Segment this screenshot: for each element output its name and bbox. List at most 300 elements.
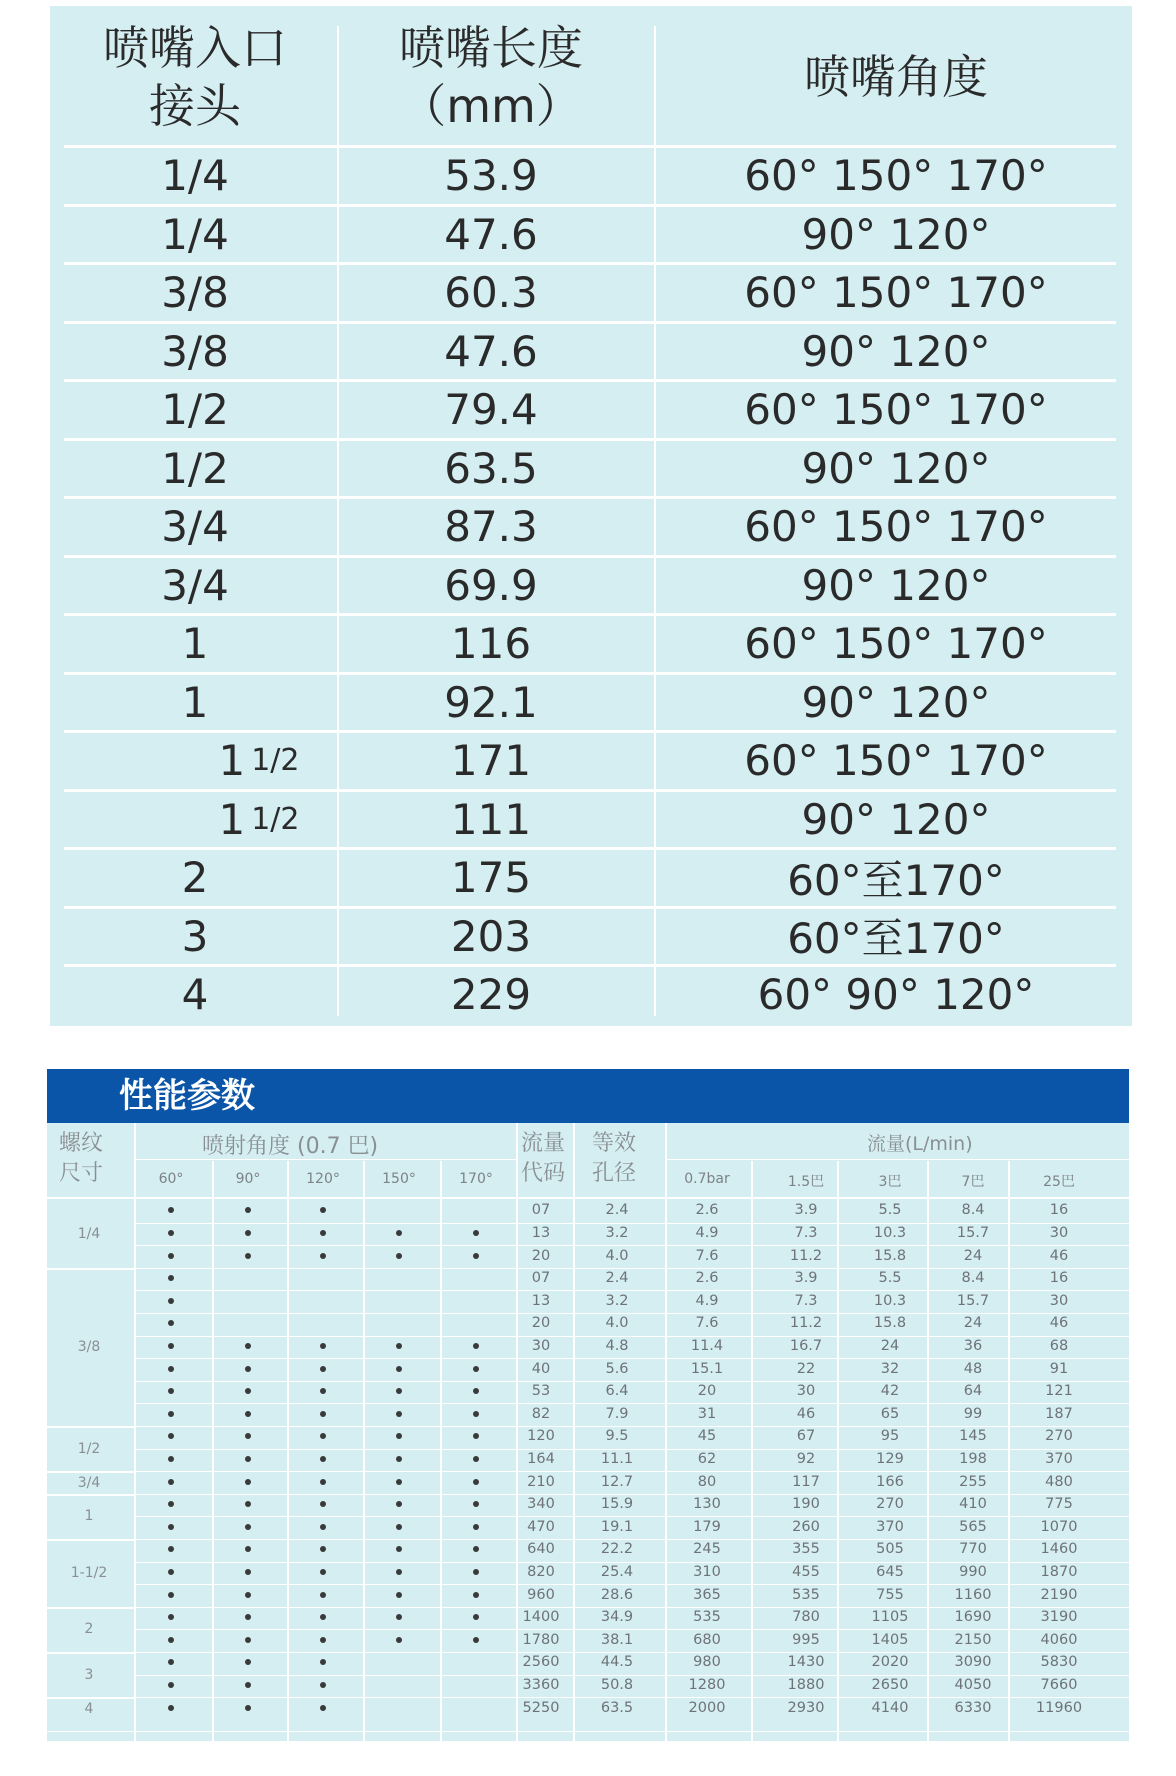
performance-table	[47, 1069, 1129, 1741]
flow-value-cell: 7.6	[695, 1247, 719, 1264]
flow-code-cell: 40	[531, 1360, 551, 1377]
flow-value-cell: 535	[693, 1609, 721, 1626]
flow-value-cell: 310	[693, 1563, 721, 1580]
flow-value-cell: 10.3	[873, 1292, 907, 1309]
angle-available-dot	[245, 1569, 251, 1575]
performance-title-bar	[47, 1069, 1129, 1123]
angle-available-dot	[245, 1524, 251, 1530]
angle-cell	[666, 324, 1126, 380]
angle-available-dot	[396, 1546, 402, 1552]
angle-cell	[666, 441, 1126, 497]
angle-cell-text: 90° 120°	[801, 560, 991, 610]
flow-value-cell: 30	[1049, 1224, 1069, 1241]
row-divider	[134, 1697, 1129, 1698]
flow-value-cell: 990	[959, 1563, 987, 1580]
inlet-cell	[62, 558, 328, 614]
flow-value-cell: 3.9	[794, 1202, 818, 1219]
flow-value-cell: 455	[792, 1563, 820, 1580]
inlet-cell	[62, 207, 328, 263]
flow-value-cell: 2190	[1040, 1586, 1078, 1603]
group-divider	[47, 1607, 134, 1609]
angle-available-dot	[168, 1637, 174, 1643]
angle-available-dot	[396, 1479, 402, 1485]
flow-value-cell: 1460	[1040, 1541, 1078, 1558]
table1-row	[50, 321, 1132, 380]
row-divider	[134, 1245, 1129, 1246]
column-divider	[665, 1123, 667, 1741]
orifice-cell: 2.4	[605, 1270, 629, 1287]
table1-row	[50, 438, 1132, 497]
length-cell	[332, 382, 650, 438]
orifice-cell: 63.5	[600, 1699, 634, 1716]
header-divider	[665, 1159, 1129, 1160]
inlet-cell-text: 3	[181, 911, 209, 961]
flow-value-cell: 1690	[954, 1609, 992, 1626]
angle-col-header: 90°	[235, 1171, 261, 1187]
header-inlet: 喷嘴入口 接头	[103, 21, 287, 133]
orifice-cell: 7.9	[605, 1405, 629, 1422]
flow-value-cell: 535	[792, 1586, 820, 1603]
angle-available-dot	[168, 1411, 174, 1417]
flow-value-cell: 10.3	[873, 1224, 907, 1241]
flow-value-cell: 980	[693, 1654, 721, 1671]
flow-value-cell: 67	[796, 1428, 816, 1445]
angle-available-dot	[396, 1411, 402, 1417]
angle-available-dot	[168, 1456, 174, 1462]
inlet-cell-text: 3/4	[161, 502, 229, 552]
length-cell-text: 60.3	[444, 268, 538, 318]
column-divider	[837, 1161, 839, 1741]
flow-value-cell: 45	[697, 1428, 717, 1445]
angle-cell-text: 60° 150° 170°	[744, 385, 1048, 435]
flow-value-cell: 4.9	[695, 1292, 719, 1309]
column-divider	[363, 1161, 365, 1741]
angle-available-dot	[320, 1524, 326, 1530]
flow-value-cell: 16	[1049, 1270, 1069, 1287]
flow-value-cell: 121	[1045, 1383, 1073, 1400]
pressure-col-header: 0.7bar	[684, 1171, 730, 1187]
angle-cell-text: 60° 150° 170°	[744, 502, 1048, 552]
flow-value-cell: 365	[693, 1586, 721, 1603]
length-cell-text: 69.9	[444, 560, 538, 610]
angle-available-dot	[396, 1253, 402, 1259]
row-divider	[134, 1562, 1129, 1563]
angle-available-dot	[168, 1592, 174, 1598]
length-cell	[332, 850, 650, 906]
flow-value-cell: 7.3	[794, 1292, 818, 1309]
flow-value-cell: 22	[796, 1360, 816, 1377]
angle-cell	[666, 558, 1126, 614]
flow-value-cell: 2.6	[695, 1270, 719, 1287]
flow-value-cell: 1430	[787, 1654, 825, 1671]
flow-code-cell: 640	[527, 1541, 555, 1558]
flow-value-cell: 15.8	[873, 1247, 907, 1264]
table1-row	[50, 613, 1132, 672]
angle-cell	[666, 792, 1126, 848]
angle-available-dot	[473, 1433, 479, 1439]
table1-row	[50, 145, 1132, 204]
flow-value-cell: 16	[1049, 1202, 1069, 1219]
angle-available-dot	[168, 1524, 174, 1530]
angle-available-dot	[473, 1524, 479, 1530]
length-cell-text: 203	[450, 911, 532, 961]
inlet-cell	[62, 909, 328, 965]
orifice-cell: 5.6	[605, 1360, 629, 1377]
header-flow: 流量(L/min)	[867, 1133, 973, 1155]
angle-col-header: 60°	[158, 1171, 184, 1187]
inlet-cell	[62, 967, 328, 1023]
angle-available-dot	[396, 1230, 402, 1236]
angle-available-dot	[396, 1501, 402, 1507]
flow-value-cell: 130	[693, 1496, 721, 1513]
orifice-cell: 44.5	[600, 1654, 634, 1671]
flow-value-cell: 99	[963, 1405, 983, 1422]
flow-value-cell: 7.6	[695, 1315, 719, 1332]
angle-available-dot	[245, 1230, 251, 1236]
pressure-col-header: 7巴	[961, 1174, 985, 1190]
flow-value-cell: 370	[876, 1518, 904, 1535]
pressure-col-header: 3巴	[878, 1174, 902, 1190]
angle-cell-text: 60° 90° 120°	[757, 970, 1035, 1020]
flow-value-cell: 1870	[1040, 1563, 1078, 1580]
angle-available-dot	[245, 1411, 251, 1417]
flow-value-cell: 270	[1045, 1428, 1073, 1445]
flow-code-cell: 164	[527, 1450, 555, 1467]
header-spray-angle: 喷射角度 (0.7 巴)	[202, 1134, 379, 1159]
flow-code-cell: 210	[527, 1473, 555, 1490]
header-length: 喷嘴长度 （mm）	[399, 21, 583, 133]
nozzle-dimension-table	[50, 6, 1132, 1026]
angle-available-dot	[168, 1253, 174, 1259]
angle-available-dot	[396, 1366, 402, 1372]
flow-value-cell: 8.4	[961, 1270, 985, 1287]
inlet-fraction: 1/2	[251, 743, 300, 779]
flow-value-cell: 780	[792, 1609, 820, 1626]
flow-value-cell: 3.9	[794, 1270, 818, 1287]
angle-available-dot	[396, 1524, 402, 1530]
flow-code-cell: 340	[527, 1496, 555, 1513]
flow-value-cell: 6330	[954, 1699, 992, 1716]
table1-row	[50, 496, 1132, 555]
flow-code-cell: 960	[527, 1586, 555, 1603]
flow-value-cell: 145	[959, 1428, 987, 1445]
orifice-cell: 6.4	[605, 1383, 629, 1400]
flow-value-cell: 1160	[954, 1586, 992, 1603]
thread-size-label: 1-1/2	[70, 1564, 108, 1581]
flow-value-cell: 410	[959, 1496, 987, 1513]
flow-value-cell: 15.7	[956, 1292, 990, 1309]
orifice-cell: 25.4	[600, 1563, 634, 1580]
column-divider	[516, 1123, 518, 1741]
row-divider	[134, 1313, 1129, 1314]
flow-value-cell: 2.6	[695, 1202, 719, 1219]
row-divider	[134, 1336, 1129, 1337]
angle-available-dot	[168, 1501, 174, 1507]
flow-value-cell: 95	[880, 1428, 900, 1445]
angle-available-dot	[473, 1592, 479, 1598]
length-cell	[332, 265, 650, 321]
flow-value-cell: 5.5	[878, 1270, 902, 1287]
inlet-cell	[62, 675, 328, 731]
flow-value-cell: 8.4	[961, 1202, 985, 1219]
angle-available-dot	[320, 1411, 326, 1417]
flow-code-cell: 82	[531, 1405, 551, 1422]
angle-available-dot	[473, 1253, 479, 1259]
length-cell-text: 79.4	[444, 385, 538, 435]
orifice-cell: 34.9	[600, 1609, 634, 1626]
angle-available-dot	[396, 1614, 402, 1620]
header-divider	[134, 1159, 516, 1160]
flow-value-cell: 1280	[688, 1676, 726, 1693]
orifice-cell: 50.8	[600, 1676, 634, 1693]
flow-value-cell: 1880	[787, 1676, 825, 1693]
inlet-cell-text: 1/2	[161, 443, 229, 493]
flow-value-cell: 16.7	[789, 1337, 823, 1354]
flow-value-cell: 770	[959, 1541, 987, 1558]
flow-value-cell: 4.9	[695, 1224, 719, 1241]
flow-value-cell: 36	[963, 1337, 983, 1354]
angle-available-dot	[168, 1433, 174, 1439]
inlet-cell-text: 2	[181, 853, 209, 903]
flow-code-cell: 1400	[522, 1609, 560, 1626]
flow-value-cell: 7.3	[794, 1224, 818, 1241]
angle-available-dot	[320, 1479, 326, 1485]
header-orifice: 等效 孔径	[592, 1131, 637, 1186]
header-angle: 喷嘴角度	[804, 50, 988, 104]
row-divider	[134, 1223, 1129, 1224]
row-divider	[134, 1426, 1129, 1427]
thread-size-label: 1	[84, 1508, 94, 1525]
angle-available-dot	[168, 1366, 174, 1372]
angle-cell	[666, 733, 1126, 789]
length-cell	[332, 324, 650, 380]
angle-col-header: 150°	[382, 1171, 416, 1187]
flow-value-cell: 68	[1049, 1337, 1069, 1354]
table1-row	[50, 204, 1132, 263]
flow-value-cell: 260	[792, 1518, 820, 1535]
flow-value-cell: 5830	[1040, 1654, 1078, 1671]
length-cell-text: 111	[450, 794, 532, 844]
row-divider	[134, 1268, 1129, 1269]
flow-code-cell: 1780	[522, 1631, 560, 1648]
angle-available-dot	[396, 1637, 402, 1643]
flow-value-cell: 92	[796, 1450, 816, 1467]
orifice-cell: 19.1	[600, 1518, 634, 1535]
group-divider	[47, 1471, 134, 1473]
orifice-cell: 15.9	[600, 1496, 634, 1513]
flow-code-cell: 13	[531, 1224, 551, 1241]
table1-row	[50, 379, 1132, 438]
flow-value-cell: 755	[876, 1586, 904, 1603]
table1-row	[50, 672, 1132, 731]
flow-value-cell: 46	[1049, 1315, 1069, 1332]
angle-available-dot	[396, 1456, 402, 1462]
angle-available-dot	[245, 1546, 251, 1552]
angle-available-dot	[320, 1705, 326, 1711]
angle-available-dot	[245, 1592, 251, 1598]
flow-code-cell: 820	[527, 1563, 555, 1580]
header-thread-size: 螺纹 尺寸	[59, 1131, 104, 1186]
flow-value-cell: 505	[876, 1541, 904, 1558]
angle-cell	[666, 265, 1126, 321]
flow-value-cell: 5.5	[878, 1202, 902, 1219]
flow-value-cell: 11.4	[690, 1337, 724, 1354]
flow-value-cell: 480	[1045, 1473, 1073, 1490]
thread-size-label: 4	[84, 1700, 94, 1717]
column-divider	[927, 1161, 929, 1741]
flow-code-cell: 470	[527, 1518, 555, 1535]
row-divider	[134, 1516, 1129, 1517]
angle-cell	[666, 148, 1126, 204]
thread-size-label: 1/2	[77, 1440, 101, 1457]
row-divider	[134, 1358, 1129, 1359]
angle-available-dot	[245, 1501, 251, 1507]
angle-cell	[666, 850, 1126, 906]
flow-code-cell: 120	[527, 1428, 555, 1445]
table1-row	[50, 262, 1132, 321]
angle-available-dot	[473, 1388, 479, 1394]
angle-available-dot	[245, 1253, 251, 1259]
length-cell	[332, 967, 650, 1023]
flow-value-cell: 62	[697, 1450, 717, 1467]
angle-col-header: 170°	[459, 1171, 493, 1187]
angle-available-dot	[168, 1388, 174, 1394]
length-cell	[332, 909, 650, 965]
angle-available-dot	[168, 1320, 174, 1326]
angle-available-dot	[473, 1366, 479, 1372]
angle-available-dot	[473, 1411, 479, 1417]
performance-title: 性能参数	[119, 1076, 255, 1116]
angle-available-dot	[245, 1637, 251, 1643]
flow-code-cell: 20	[531, 1247, 551, 1264]
angle-available-dot	[320, 1343, 326, 1349]
angle-available-dot	[473, 1479, 479, 1485]
angle-available-dot	[473, 1637, 479, 1643]
flow-value-cell: 48	[963, 1360, 983, 1377]
flow-code-cell: 53	[531, 1383, 551, 1400]
angle-cell-text: 90° 120°	[801, 326, 991, 376]
group-divider	[47, 1697, 134, 1699]
orifice-cell: 2.4	[605, 1202, 629, 1219]
angle-available-dot	[320, 1637, 326, 1643]
table1-row	[50, 555, 1132, 614]
angle-available-dot	[320, 1253, 326, 1259]
angle-available-dot	[245, 1614, 251, 1620]
thread-size-label: 3/4	[77, 1474, 101, 1491]
angle-available-dot	[320, 1592, 326, 1598]
inlet-cell-text: 4	[181, 970, 209, 1020]
column-divider	[134, 1123, 136, 1741]
row-divider	[134, 1403, 1129, 1404]
angle-cell	[666, 207, 1126, 263]
orifice-cell: 11.1	[600, 1450, 634, 1467]
flow-value-cell: 30	[796, 1383, 816, 1400]
length-cell	[332, 792, 650, 848]
angle-available-dot	[245, 1456, 251, 1462]
flow-code-cell: 30	[531, 1337, 551, 1354]
inlet-cell-text: 1	[218, 794, 246, 844]
flow-value-cell: 24	[880, 1337, 900, 1354]
flow-code-cell: 07	[531, 1270, 551, 1287]
thread-size-label: 1/4	[77, 1225, 101, 1242]
flow-value-cell: 2150	[954, 1631, 992, 1648]
length-cell	[332, 441, 650, 497]
flow-value-cell: 46	[796, 1405, 816, 1422]
angle-cell-text: 90° 120°	[801, 794, 991, 844]
row-divider	[134, 1290, 1129, 1291]
flow-value-cell: 15.7	[956, 1224, 990, 1241]
length-cell	[332, 616, 650, 672]
inlet-fraction: 1/2	[251, 801, 300, 837]
angle-available-dot	[245, 1366, 251, 1372]
length-cell-text: 63.5	[444, 443, 538, 493]
bottom-divider	[47, 1731, 1129, 1732]
flow-value-cell: 20	[697, 1383, 717, 1400]
angle-available-dot	[396, 1569, 402, 1575]
angle-available-dot	[245, 1705, 251, 1711]
angle-available-dot	[320, 1546, 326, 1552]
angle-available-dot	[473, 1546, 479, 1552]
flow-value-cell: 4050	[954, 1676, 992, 1693]
flow-value-cell: 1070	[1040, 1518, 1078, 1535]
flow-value-cell: 11.2	[789, 1247, 823, 1264]
flow-value-cell: 11.2	[789, 1315, 823, 1332]
group-divider	[47, 1426, 134, 1428]
inlet-cell-text: 1	[218, 736, 246, 786]
length-cell-text: 47.6	[444, 209, 538, 259]
inlet-cell-text: 3/4	[161, 560, 229, 610]
inlet-cell	[62, 850, 328, 906]
length-cell-text: 47.6	[444, 326, 538, 376]
flow-value-cell: 7660	[1040, 1676, 1078, 1693]
angle-available-dot	[473, 1456, 479, 1462]
flow-value-cell: 4140	[871, 1699, 909, 1716]
column-divider	[212, 1161, 214, 1741]
flow-value-cell: 680	[693, 1631, 721, 1648]
flow-code-cell: 13	[531, 1292, 551, 1309]
angle-available-dot	[168, 1230, 174, 1236]
angle-available-dot	[396, 1433, 402, 1439]
table1-row	[50, 964, 1132, 1023]
header-flow-code: 流量 代码	[521, 1131, 566, 1186]
column-divider	[573, 1123, 575, 1741]
inlet-cell	[62, 441, 328, 497]
inlet-cell-text: 1/4	[161, 209, 229, 259]
angle-cell-text: 90° 120°	[801, 443, 991, 493]
row-divider	[134, 1471, 1129, 1472]
flow-value-cell: 3090	[954, 1654, 992, 1671]
orifice-cell: 22.2	[600, 1541, 634, 1558]
flow-value-cell: 24	[963, 1315, 983, 1332]
length-cell	[332, 733, 650, 789]
flow-value-cell: 2650	[871, 1676, 909, 1693]
length-cell-text: 175	[450, 853, 532, 903]
header-divider	[47, 1197, 1129, 1199]
row-divider	[134, 1675, 1129, 1676]
flow-value-cell: 24	[963, 1247, 983, 1264]
orifice-cell: 3.2	[605, 1292, 629, 1309]
row-divider	[134, 1629, 1129, 1630]
angle-cell-text: 60°至170°	[787, 855, 1005, 905]
angle-available-dot	[168, 1275, 174, 1281]
angle-available-dot	[320, 1614, 326, 1620]
flow-value-cell: 1405	[871, 1631, 909, 1648]
flow-value-cell: 245	[693, 1541, 721, 1558]
angle-cell	[666, 675, 1126, 731]
angle-available-dot	[473, 1569, 479, 1575]
flow-code-cell: 07	[531, 1202, 551, 1219]
angle-cell-text: 60° 150° 170°	[744, 619, 1048, 669]
